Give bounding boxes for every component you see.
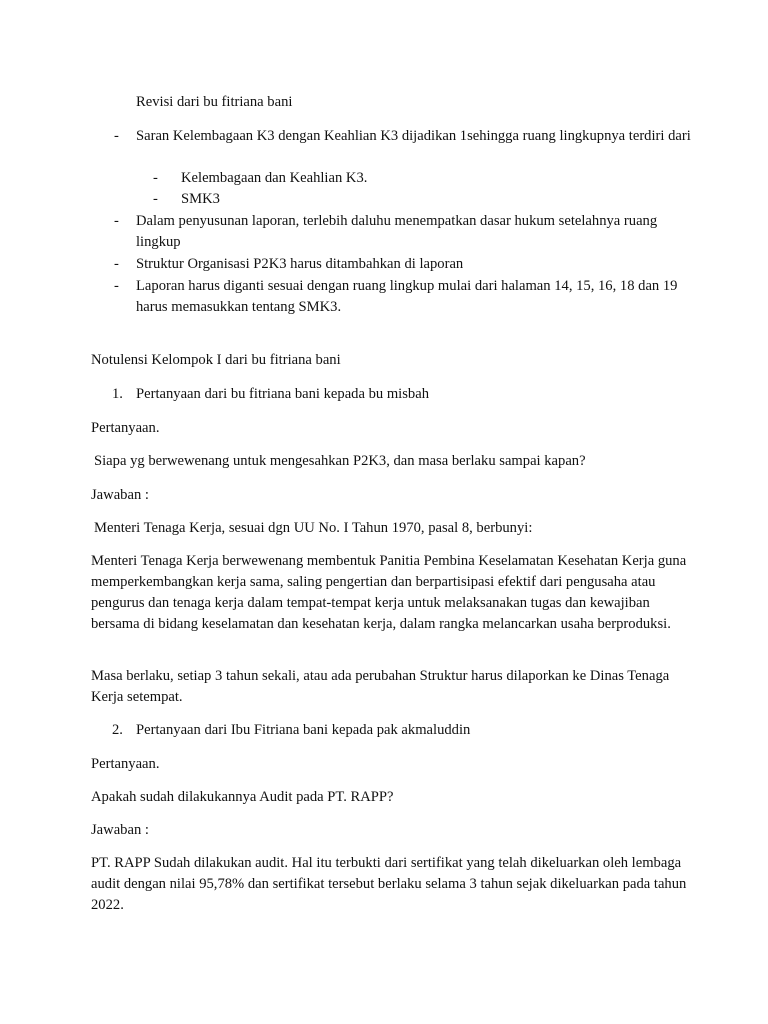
revision-subitem-1: [153, 168, 681, 189]
question-1-heading: [112, 384, 696, 405]
revision-item-4: [114, 276, 696, 318]
answer-2-body: PT. RAPP Sudah dilakukan audit. Hal itu terbukti dari sertifikat yang telah dikeluarkan oleh lembaga audit dengan nilai 95,78% dan sertifikat tersebut berlaku selama 3 tahun sejak dikeluarkan pada tahun 2022.: [91, 855, 687, 913]
question-1-label: Pertanyaan.: [91, 420, 160, 436]
revision-subitem-text: Kelembagaan dan Keahlian K3.: [181, 170, 368, 186]
list-number: 1.: [112, 386, 123, 402]
answer-1-label: Jawaban :: [91, 487, 149, 503]
notes-title: Notulensi Kelompok I dari bu fitriana bani: [91, 352, 341, 368]
revision-item-3: [114, 254, 696, 275]
revision-subitem-2: [153, 189, 681, 210]
revision-item-text: Saran Kelembagaan K3 dengan Keahlian K3 dijadikan 1sehingga ruang lingkupnya terdiri dari: [136, 128, 691, 144]
answer-1-body: Menteri Tenaga Kerja berwewenang membentuk Panitia Pembina Keselamatan Kesehatan Kerja guna memperkembangkan kerja sama, saling pengertian dan berpartisipasi efektif dari pengusaha atau pengurus dan tenaga kerja dalam tempat-tempat kerja untuk melaksanakan tugas dan kewajiban bersama di bidang keselamatan dan kesehatan kerja, dalam rangka melancarkan usaha berproduksi.: [91, 553, 687, 632]
question-2-heading: [112, 720, 696, 741]
list-marker: -: [114, 278, 119, 294]
question-heading-text: Pertanyaan dari Ibu Fitriana bani kepada pak akmaluddin: [136, 722, 471, 738]
revision-subitem-text: SMK3: [181, 191, 220, 207]
revision-item-text: Struktur Organisasi P2K3 harus ditambahkan di laporan: [136, 256, 464, 272]
question-2-text: Apakah sudah dilakukannya Audit pada PT. RAPP?: [91, 789, 394, 805]
list-marker: -: [114, 213, 119, 229]
question-1-text: Siapa yg berwewenang untuk mengesahkan P2K3, dan masa berlaku sampai kapan?: [94, 453, 586, 469]
question-2-label: Pertanyaan.: [91, 756, 160, 772]
revision-item-text: Dalam penyusunan laporan, terlebih daluhu menempatkan dasar hukum setelahnya ruang lingkup: [136, 213, 658, 250]
answer-1-validity: Masa berlaku, setiap 3 tahun sekali, atau ada perubahan Struktur harus dilaporkan ke Dinas Tenaga Kerja setempat.: [91, 668, 670, 705]
list-marker: -: [153, 191, 158, 207]
answer-1-intro: Menteri Tenaga Kerja, sesuai dgn UU No. I Tahun 1970, pasal 8, berbunyi:: [94, 520, 533, 536]
list-marker: -: [153, 170, 158, 186]
revision-item-text: Laporan harus diganti sesuai dengan ruang lingkup mulai dari halaman 14, 15, 16, 18 dan 19 harus memasukkan tentang SMK3.: [136, 278, 678, 315]
list-marker: -: [114, 128, 119, 144]
list-number: 2.: [112, 722, 123, 738]
revision-item-2: [114, 211, 696, 253]
revision-title: Revisi dari bu fitriana bani: [136, 94, 293, 110]
list-marker: -: [114, 256, 119, 272]
answer-2-label: Jawaban :: [91, 822, 149, 838]
revision-item-1: [114, 126, 696, 147]
question-heading-text: Pertanyaan dari bu fitriana bani kepada bu misbah: [136, 386, 429, 402]
